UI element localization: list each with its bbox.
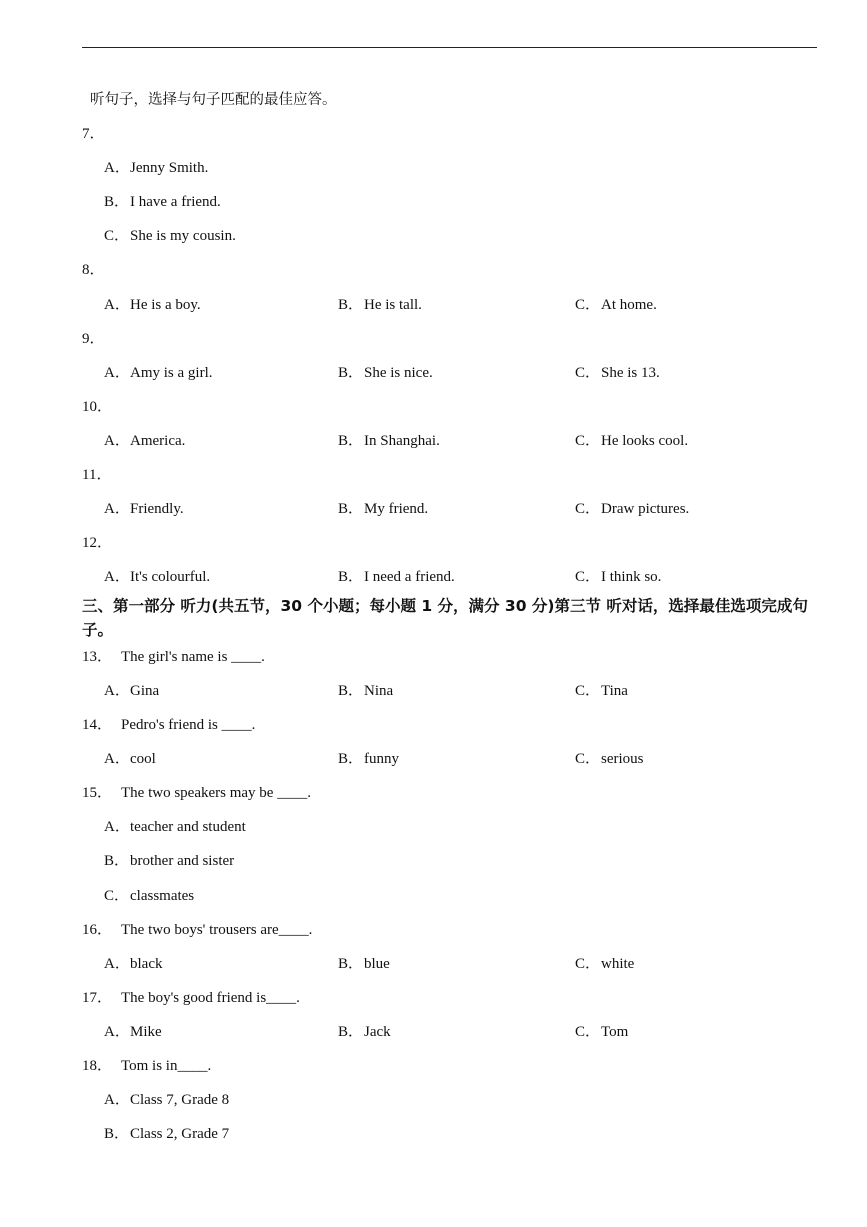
q12-option-c[interactable] [575, 567, 661, 587]
option-letter: A． [104, 956, 130, 972]
q7-option-b[interactable] [104, 192, 221, 212]
option-letter: B． [338, 683, 364, 699]
option-text: Mike [130, 1024, 162, 1040]
question-8-number: 8． [82, 262, 105, 278]
q10-option-a[interactable] [104, 431, 185, 451]
q15-option-c[interactable] [104, 886, 194, 906]
q12-option-b[interactable] [338, 567, 455, 587]
q14-option-b[interactable] [338, 749, 399, 769]
option-letter: B． [338, 297, 364, 313]
option-letter: C． [575, 433, 601, 449]
q14-option-a[interactable] [104, 749, 156, 769]
q13-option-b[interactable] [338, 681, 393, 701]
option-letter: C． [575, 956, 601, 972]
q8-option-b[interactable] [338, 295, 422, 315]
question-14 [82, 715, 255, 735]
q11-option-b[interactable] [338, 499, 428, 519]
option-letter: C． [575, 683, 601, 699]
question-stem: Pedro's friend is ____. [121, 717, 256, 733]
q16-option-c[interactable] [575, 954, 634, 974]
q18-option-b[interactable] [104, 1124, 229, 1144]
option-text: Class 7, Grade 8 [130, 1092, 230, 1108]
option-text: cool [130, 751, 156, 767]
option-letter: C． [575, 1024, 601, 1040]
option-text: white [601, 956, 635, 972]
question-12-number: 12． [82, 535, 113, 551]
question-stem: The two boys' trousers are____. [121, 922, 313, 938]
option-text: At home. [601, 297, 657, 313]
q17-option-c[interactable] [575, 1022, 628, 1042]
question-number: 16． [82, 922, 113, 938]
option-letter: B． [338, 1024, 364, 1040]
option-letter: A． [104, 751, 130, 767]
option-text: America. [130, 433, 186, 449]
option-letter: A． [104, 819, 130, 835]
option-letter: A． [104, 433, 130, 449]
option-text: classmates [130, 888, 195, 904]
q12-option-a[interactable] [104, 567, 210, 587]
option-letter: B． [338, 365, 364, 381]
question-13 [82, 647, 265, 667]
q13-option-c[interactable] [575, 681, 628, 701]
option-letter: C． [104, 888, 130, 904]
option-text: He is a boy. [130, 297, 201, 313]
option-letter: B． [104, 194, 130, 210]
q11-option-a[interactable] [104, 499, 184, 519]
question-7-number: 7． [82, 126, 105, 142]
option-text: She is nice. [364, 365, 433, 381]
option-letter: C． [575, 751, 601, 767]
option-text: He is tall. [364, 297, 422, 313]
option-text: My friend. [364, 501, 429, 517]
option-letter: B． [338, 569, 364, 585]
option-letter: A． [104, 501, 130, 517]
question-number: 18． [82, 1058, 113, 1074]
option-text: Tom [601, 1024, 629, 1040]
q15-option-b[interactable] [104, 851, 234, 871]
q16-option-a[interactable] [104, 954, 162, 974]
q9-option-b[interactable] [338, 363, 433, 383]
option-letter: C． [104, 228, 130, 244]
option-letter: A． [104, 1024, 130, 1040]
question-stem: The girl's name is ____. [121, 649, 265, 665]
option-text: Jack [364, 1024, 391, 1040]
q8-option-c[interactable] [575, 295, 657, 315]
q7-option-c[interactable] [104, 226, 236, 246]
option-text: brother and sister [130, 853, 235, 869]
question-number: 14． [82, 717, 113, 733]
question-stem: The two speakers may be ____. [121, 785, 311, 801]
option-text: She is 13. [601, 365, 660, 381]
q9-option-a[interactable] [104, 363, 213, 383]
q8-option-a[interactable] [104, 295, 201, 315]
option-text: Draw pictures. [601, 501, 690, 517]
option-letter: B． [104, 1126, 130, 1142]
q15-option-a[interactable] [104, 817, 246, 837]
q17-option-a[interactable] [104, 1022, 162, 1042]
option-text: Amy is a girl. [130, 365, 213, 381]
q7-option-a[interactable] [104, 158, 208, 178]
option-text: black [130, 956, 163, 972]
option-text: He looks cool. [601, 433, 689, 449]
question-stem: Tom is in____. [121, 1058, 212, 1074]
question-number: 15． [82, 785, 113, 801]
question-16 [82, 920, 312, 940]
q11-option-c[interactable] [575, 499, 689, 519]
q17-option-b[interactable] [338, 1022, 391, 1042]
option-letter: A． [104, 1092, 130, 1108]
option-text: In Shanghai. [364, 433, 440, 449]
question-10-number: 10． [82, 399, 113, 415]
option-letter: A． [104, 365, 130, 381]
section-3-heading: 三、第一部分 听力(共五节，30 个小题；每小题 1 分，满分 30 分)第三节 听对话，选择最佳选项完成句子。 [82, 597, 808, 639]
question-18 [82, 1056, 211, 1076]
header-rule [82, 47, 817, 48]
q10-option-b[interactable] [338, 431, 440, 451]
option-letter: B． [338, 956, 364, 972]
option-text: Gina [130, 683, 160, 699]
option-text: Tina [601, 683, 628, 699]
q13-option-a[interactable] [104, 681, 159, 701]
option-text: I have a friend. [130, 194, 221, 210]
option-text: Class 2, Grade 7 [130, 1126, 230, 1142]
instruction-text: 听句子，选择与句子匹配的最佳应答。 [90, 92, 337, 108]
question-number: 13． [82, 649, 113, 665]
question-15 [82, 783, 311, 803]
option-letter: C． [575, 501, 601, 517]
option-text: It's colourful. [130, 569, 211, 585]
option-text: Jenny Smith. [130, 160, 209, 176]
question-stem: The boy's good friend is____. [121, 990, 300, 1006]
q18-option-a[interactable] [104, 1090, 229, 1110]
q16-option-b[interactable] [338, 954, 390, 974]
option-text: She is my cousin. [130, 228, 236, 244]
q14-option-c[interactable] [575, 749, 644, 769]
option-letter: A． [104, 683, 130, 699]
option-letter: A． [104, 160, 130, 176]
option-letter: B． [338, 501, 364, 517]
question-9-number: 9． [82, 331, 105, 347]
question-17 [82, 988, 300, 1008]
option-text: I think so. [601, 569, 662, 585]
option-letter: B． [338, 751, 364, 767]
option-letter: B． [338, 433, 364, 449]
option-letter: A． [104, 569, 130, 585]
question-number: 17． [82, 990, 113, 1006]
option-text: Friendly. [130, 501, 184, 517]
option-letter: B． [104, 853, 130, 869]
option-text: Nina [364, 683, 394, 699]
option-text: teacher and student [130, 819, 246, 835]
option-letter: C． [575, 569, 601, 585]
q10-option-c[interactable] [575, 431, 688, 451]
option-letter: C． [575, 365, 601, 381]
option-text: blue [364, 956, 390, 972]
option-letter: C． [575, 297, 601, 313]
question-11-number: 11． [82, 467, 112, 483]
option-text: I need a friend. [364, 569, 455, 585]
q9-option-c[interactable] [575, 363, 660, 383]
option-text: funny [364, 751, 399, 767]
option-letter: A． [104, 297, 130, 313]
option-text: serious [601, 751, 644, 767]
